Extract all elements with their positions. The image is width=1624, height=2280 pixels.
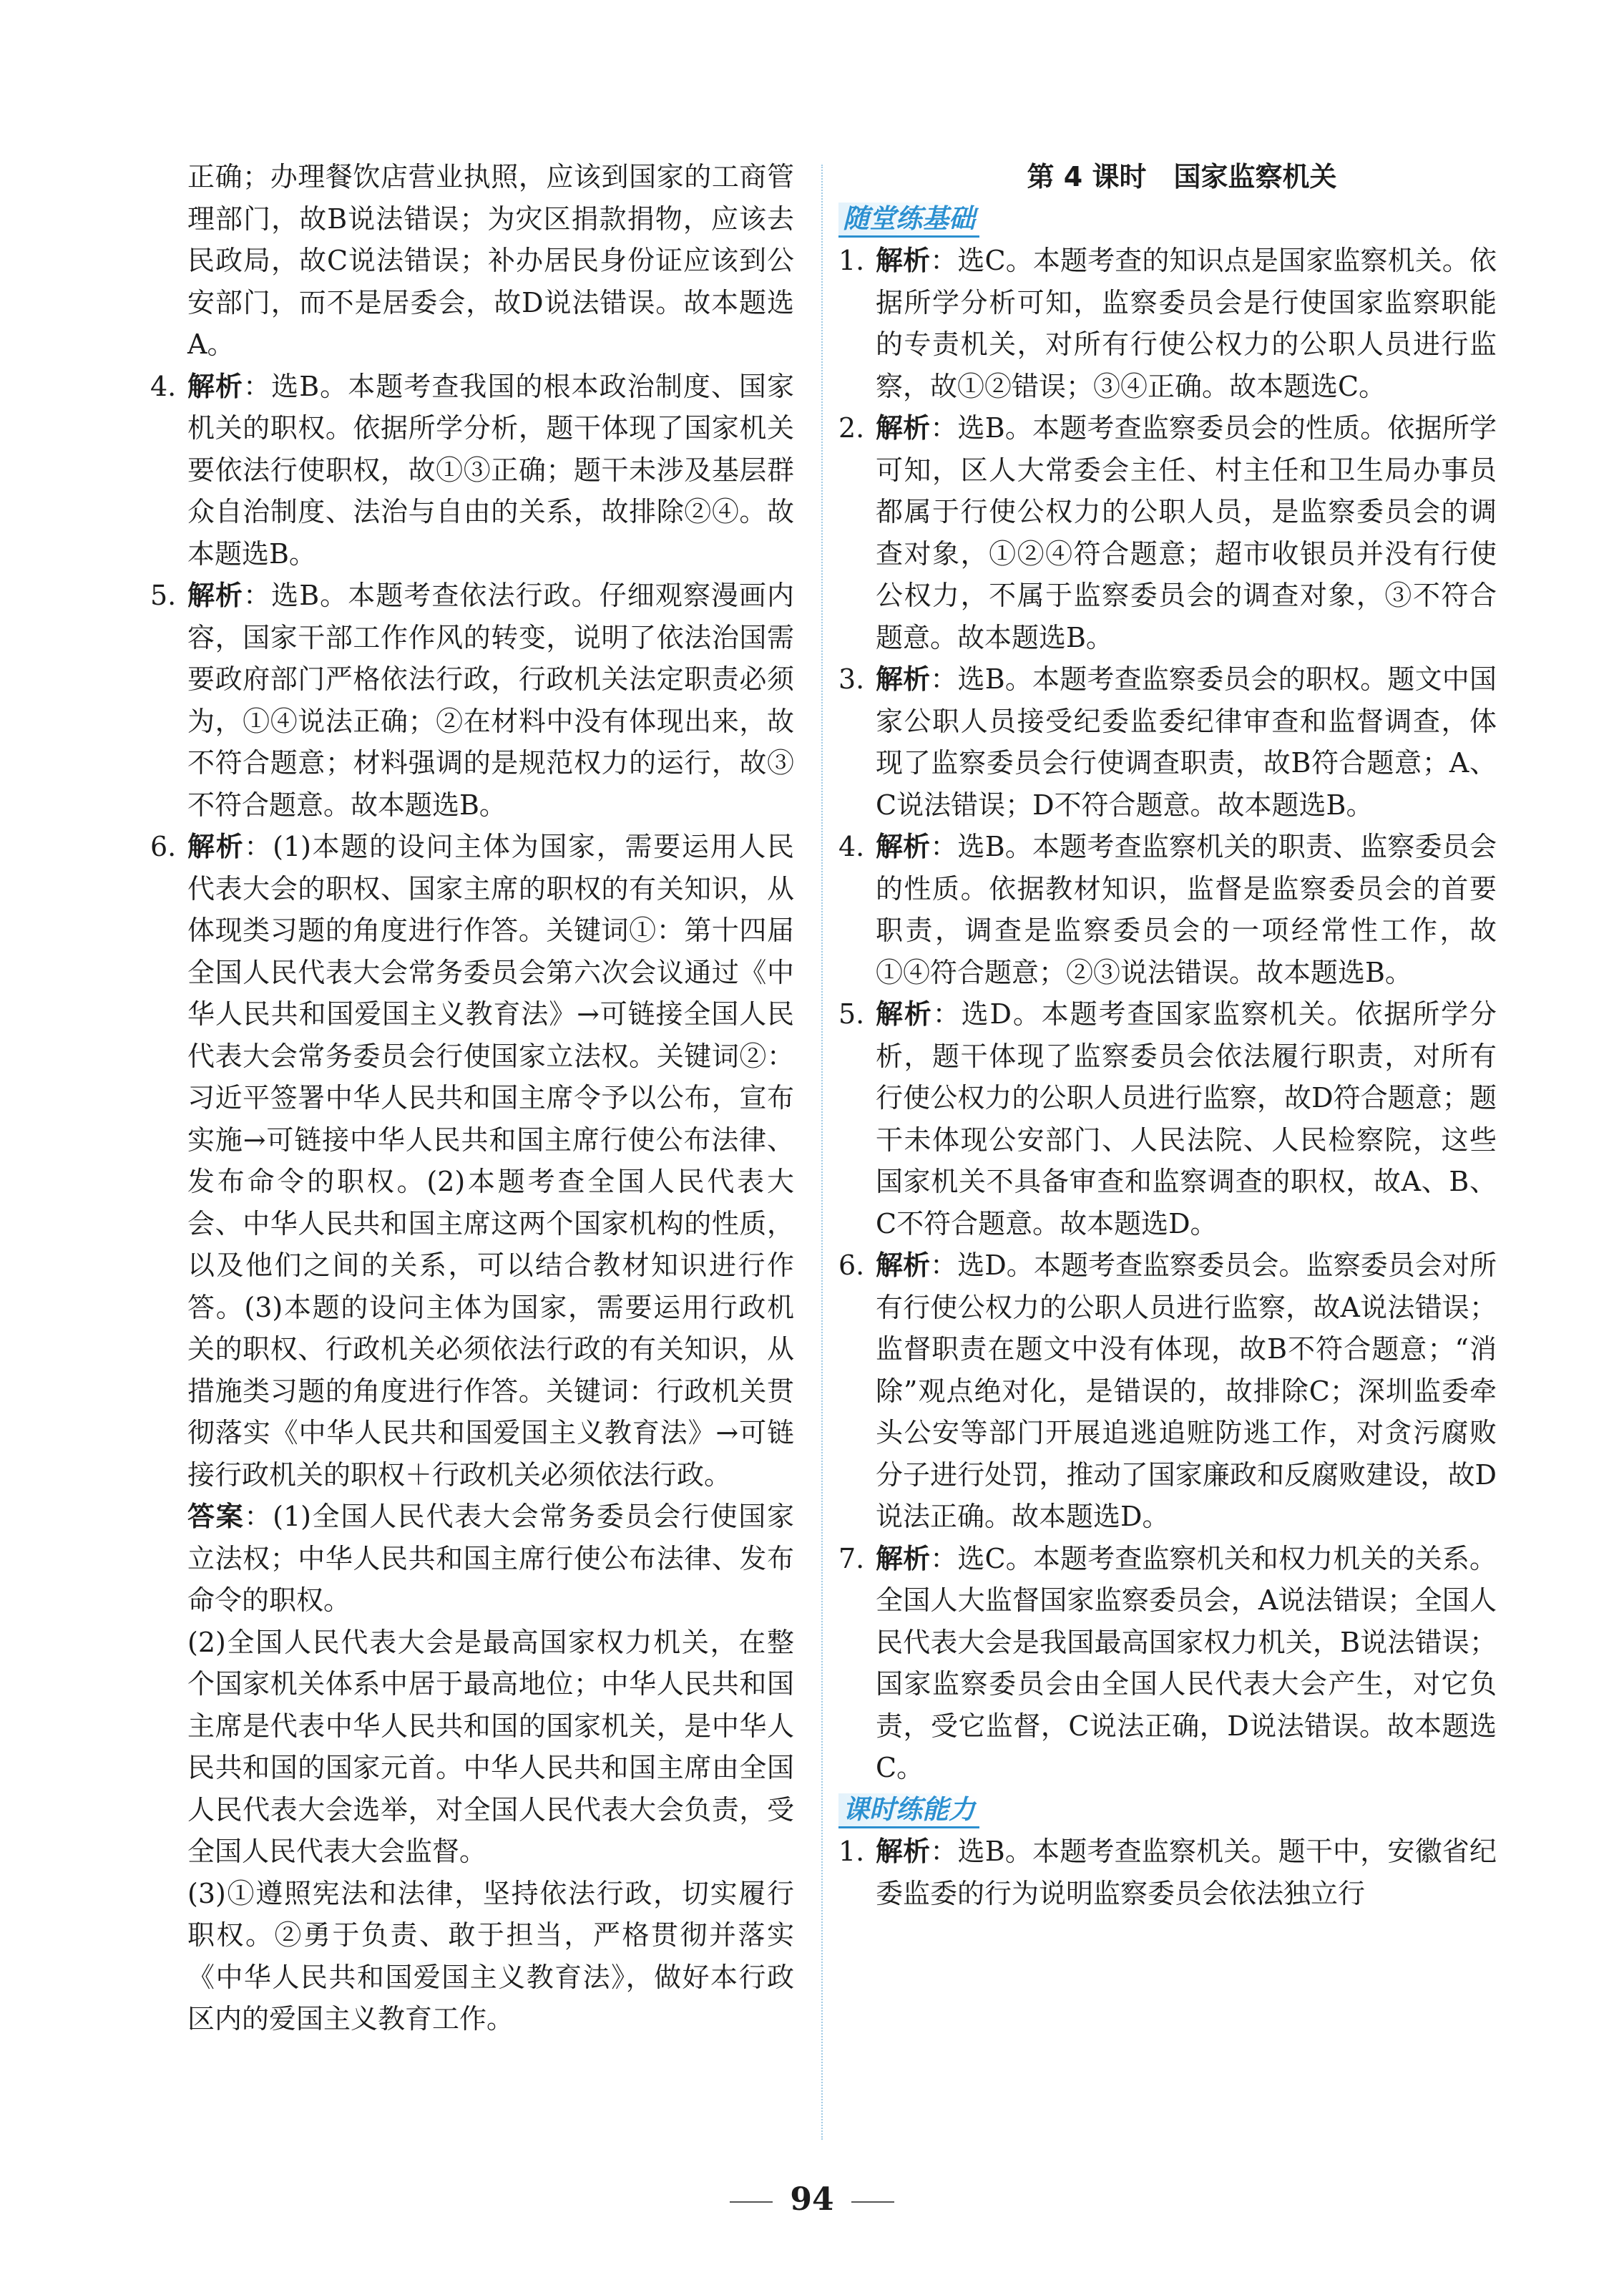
answer-entry <box>838 1244 1497 1538</box>
entry-number: 1. <box>838 1836 865 1867</box>
entry-number: 1. <box>838 245 865 276</box>
answer-entry <box>838 826 1497 993</box>
entry-text: ：(1)本题的设问主体为国家，需要运用人民代表大会的职权、国家主席的职权的有关知识，从体现类习题的角度进行作答。关键词①：第十四届全国人民代表大会常务委员会第六次会议通过《中华人民共和国爱国主义教育法》→可链接全国人民代表大会常务委员会行使国家立法权。关键词②：习近平签署中华人民共和国主席令予以公布，宣布实施→可链接中华人民共和国主席行使公布法律、发布命令的职权。(2)本题考查全国人民代表大会、中华人民共和国主席这两个国家机构的性质，以及他们之间的关系，可以结合教材知识进行作答。(3)本题的设问主体为国家，需要运用行政机关的职权、行政机关必须依法行政的有关知识，从措施类习题的角度进行作答。关键词：行政机关贯彻落实《中华人民共和国爱国主义教育法》→可链接行政机关的职权＋行政机关必须依法行政。 <box>187 831 794 1491</box>
entry-text: ：选B。本题考查监察机关的职责、监察委员会的性质。依据教材知识，监督是监察委员会的首要职责，调查是监察委员会的一项经常性工作，故①④符合题意；②③说法错误。故本题选B。 <box>876 831 1497 988</box>
answer-entry <box>150 575 794 826</box>
answer-entry <box>838 240 1497 407</box>
answer-entry <box>838 1831 1497 1914</box>
page-footer <box>0 2181 1624 2218</box>
entry-text: ：选D。本题考查监察委员会。监察委员会对所有行使公权力的公职人员进行监察，故A说法错误；监督职责在题文中没有体现，故B不符合题意；“消除”观点绝对化，是错误的，故排除C；深圳监委牵头公安等部门开展追逃追赃防逃工作，对贪污腐败分子进行处罚，推动了国家廉政和反腐败建设，故D说法正确。故本题选D。 <box>876 1249 1497 1532</box>
analysis-keyword: 解析 <box>876 245 931 276</box>
answer-entry <box>838 407 1497 658</box>
answer-entry <box>150 826 794 1496</box>
answer-entry <box>838 658 1497 826</box>
section2-entries <box>838 1831 1497 1914</box>
right-column <box>838 156 1497 1914</box>
analysis-keyword: 解析 <box>876 1836 931 1867</box>
entry-number: 5. <box>838 998 865 1030</box>
left-column <box>150 156 794 2040</box>
answer-entry <box>150 366 794 575</box>
answer-block <box>150 1496 794 1622</box>
entry-text: ：选C。本题考查监察机关和权力机关的关系。全国人大监督国家监察委员会，A说法错误；全国人民代表大会是我国最高国家权力机关，B说法错误；国家监察委员会由全国人民代表大会产生，对它负责，受它监督，C说法正确，D说法错误。故本题选C。 <box>876 1542 1497 1783</box>
answer-text: ：(1)全国人民代表大会常务委员会行使国家立法权；中华人民共和国主席行使公布法律、发布命令的职权。 <box>187 1501 794 1616</box>
analysis-keyword: 解析 <box>876 998 933 1030</box>
section-label-ability <box>838 1789 1497 1831</box>
entry-number: 6. <box>838 1249 865 1281</box>
section-title: 随堂练基础 <box>838 203 979 238</box>
answer-paragraph: (2)全国人民代表大会是最高国家权力机关，在整个国家机关体系中居于最高地位；中华人民共和国主席是代表中华人民共和国的国家机关，是中华人民共和国的国家元首。中华人民共和国主席由全国人民代表大会选举，对全国人民代表大会负责，受全国人民代表大会监督。 <box>187 1626 794 1867</box>
entry-text: ：选B。本题考查监察委员会的性质。依据所学可知，区人大常委会主任、村主任和卫生局办事员都属于行使公权力的公职人员，是监察委员会的调查对象，①②④符合题意；超市收银员并没有行使公权力，不属于监察委员会的调查对象，③不符合题意。故本题选B。 <box>876 412 1497 653</box>
footer-dash <box>730 2201 773 2203</box>
section-label-practice <box>838 198 1497 240</box>
entry-text: ：选B。本题考查依法行政。仔细观察漫画内容，国家干部工作作风的转变，说明了依法治国需要政府部门严格依法行政，行政机关法定职责必须为，①④说法正确；②在材料中没有体现出来，故不符合题意；材料强调的是规范权力的运行，故③不符合题意。故本题选B。 <box>187 580 794 821</box>
column-divider <box>821 165 823 2140</box>
left-entries <box>150 366 794 1496</box>
footer-dash <box>851 2201 894 2203</box>
analysis-keyword: 解析 <box>187 370 244 402</box>
answer-entry <box>838 993 1497 1244</box>
answer-keyword: 答案 <box>187 1501 245 1532</box>
answer-entry <box>838 1538 1497 1789</box>
entry-text: ：选B。本题考查我国的根本政治制度、国家机关的职权。依据所学分析，题干体现了国家机关要依法行使职权，故①③正确；题干未涉及基层群众自治制度、法治与自由的关系，故排除②④。故本题选B。 <box>187 370 794 570</box>
lesson-heading: 第 4 课时 国家监察机关 <box>1027 161 1337 193</box>
entry-number: 7. <box>838 1542 865 1574</box>
entry-text: ：选B。本题考查监察委员会的职权。题文中国家公职人员接受纪委监委纪律审查和监督调查，体现了监察委员会行使调查职责，故B符合题意；A、C说法错误；D不符合题意。故本题选B。 <box>876 663 1497 821</box>
section1-entries <box>838 240 1497 1789</box>
page-number: 94 <box>790 2181 834 2218</box>
section-title: 课时练能力 <box>838 1793 979 1828</box>
analysis-keyword: 解析 <box>876 663 931 695</box>
analysis-keyword: 解析 <box>187 580 244 611</box>
entry-text: ：选D。本题考查国家监察机关。依据所学分析，题干体现了监察委员会依法履行职责，对所有行使公权力的公职人员进行监察，故D符合题意；题干未体现公安部门、人民法院、人民检察院，这些国家机关不具备审查和监察调查的职权，故A、B、C不符合题意。故本题选D。 <box>876 998 1497 1239</box>
entry-number: 4. <box>838 831 865 862</box>
analysis-keyword: 解析 <box>876 1249 931 1281</box>
entry-number: 4. <box>150 370 177 402</box>
analysis-keyword: 解析 <box>876 1542 931 1574</box>
analysis-keyword: 解析 <box>187 831 245 862</box>
entry-text: ：选C。本题考查的知识点是国家监察机关。依据所学分析可知，监察委员会是行使国家监察职能的专责机关，对所有行使公权力的公职人员进行监察，故①②错误；③④正确。故本题选C。 <box>876 245 1497 402</box>
analysis-keyword: 解析 <box>876 412 931 444</box>
entry-number: 5. <box>150 580 177 611</box>
entry-number: 2. <box>838 412 865 444</box>
continued-answer: 正确；办理餐饮店营业执照，应该到国家的工商管理部门，故B说法错误；为灾区捐款捐物，应该去民政局，故C说法错误；补办居民身份证应该到公安部门，而不是居委会，故D说法错误。故本题选A。 <box>187 161 794 360</box>
entry-text: ：选B。本题考查监察机关。题干中，安徽省纪委监委的行为说明监察委员会依法独立行 <box>876 1836 1497 1909</box>
entry-number: 3. <box>838 663 865 695</box>
entry-number: 6. <box>150 831 177 862</box>
answer-paragraph: (3)①遵照宪法和法律，坚持依法行政，切实履行职权。②勇于负责、敢于担当，严格贯彻并落实《中华人民共和国爱国主义教育法》，做好本行政区内的爱国主义教育工作。 <box>187 1877 794 2035</box>
analysis-keyword: 解析 <box>876 831 931 862</box>
